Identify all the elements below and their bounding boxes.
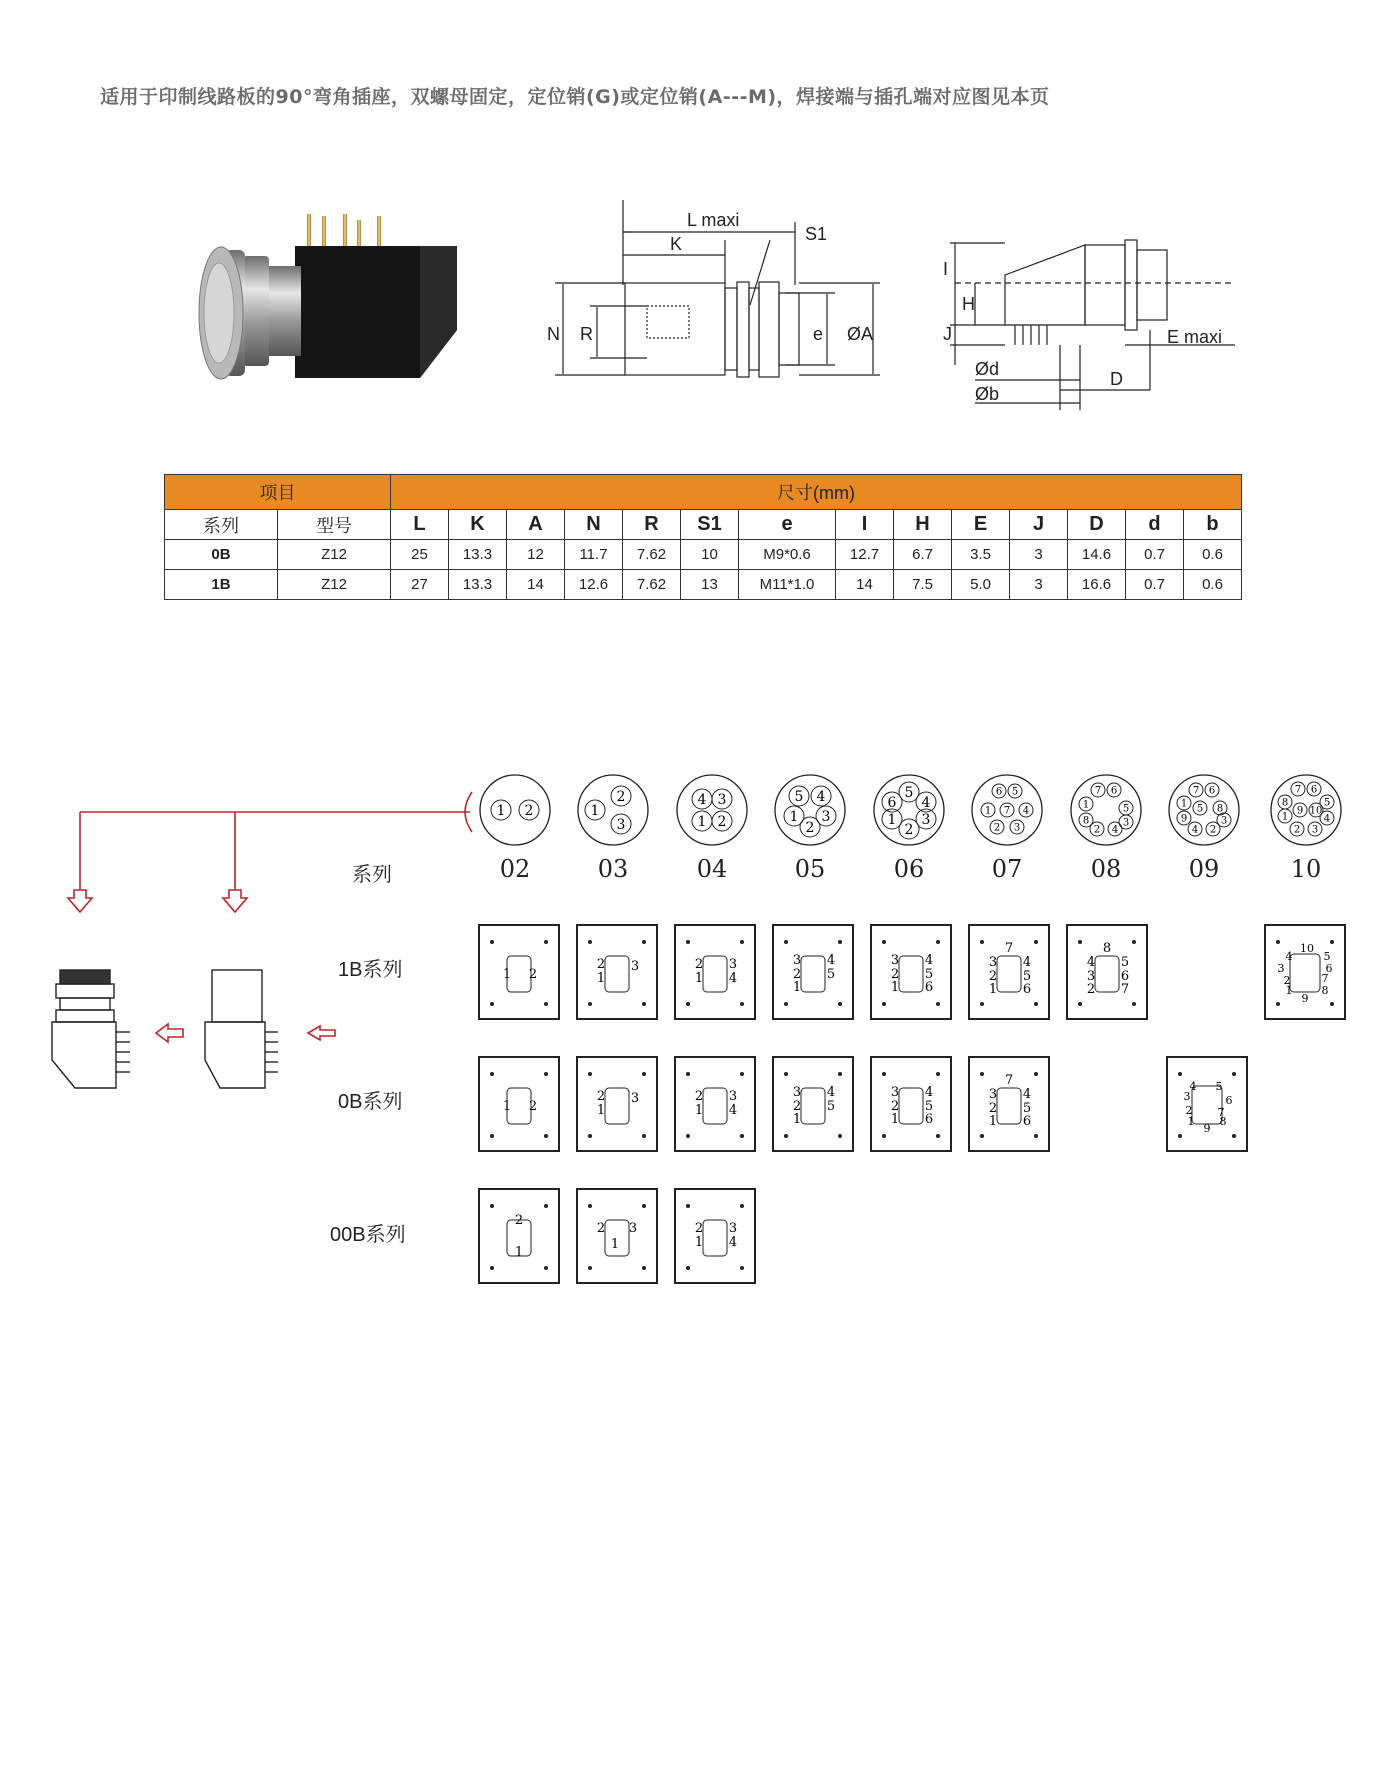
plate-pin-number: 5: [826, 967, 836, 982]
plate-pin-number: 4: [1022, 1087, 1032, 1102]
code-04: 04: [696, 855, 728, 883]
pin-number: 6: [1110, 785, 1118, 797]
cell: 14.6: [1068, 540, 1126, 570]
plate-pin-number: 8: [1219, 1115, 1227, 1128]
plate-pin-number: 2: [988, 969, 998, 984]
plate-pin-number: 6: [1022, 982, 1032, 997]
col-letter: R: [623, 510, 681, 540]
label-e: e: [813, 324, 824, 344]
pin-number: 7: [1094, 785, 1102, 797]
pin-face-07: [969, 772, 1045, 848]
code-09: 09: [1188, 855, 1220, 883]
plate-pin-number: 5: [1215, 1080, 1223, 1093]
pin-face-02: [477, 772, 553, 848]
plate-pin-number: 6: [924, 980, 934, 995]
plate-pin-number: 2: [528, 967, 538, 982]
pin-number: 5: [1196, 803, 1204, 815]
pin-number: 10: [1309, 805, 1323, 817]
plate-pin-number: 9: [1301, 992, 1309, 1005]
cell: 25: [391, 540, 449, 570]
row-label-00b: 00B系列: [330, 1224, 406, 1246]
col-letter: S1: [681, 510, 739, 540]
pin-number: 6: [1310, 784, 1318, 796]
pin-plate: [674, 1188, 756, 1284]
plate-pin-number: 2: [792, 967, 802, 982]
pin-number: 9: [1296, 805, 1304, 817]
cell: 5.0: [952, 570, 1010, 600]
cell-series: 0B: [165, 540, 278, 570]
label-r: R: [580, 324, 593, 344]
pin-number: 1: [789, 809, 799, 825]
cell-model: Z12: [278, 570, 391, 600]
plate-pin-number: 5: [1120, 955, 1130, 970]
pin-plate: [576, 1056, 658, 1152]
plate-pin-number: 2: [988, 1101, 998, 1116]
pin-number: 1: [1082, 799, 1090, 811]
pin-number: 3: [921, 812, 931, 828]
pin-plate: [870, 1056, 952, 1152]
plate-pin-number: 8: [1321, 984, 1329, 997]
plate-pin-number: 4: [924, 953, 934, 968]
pin-number: 6: [887, 795, 897, 811]
pin-plate: [478, 924, 560, 1020]
pin-face-09: [1166, 772, 1242, 848]
plate-pin-number: 4: [1086, 955, 1096, 970]
pin-number: 9: [1180, 813, 1188, 825]
plate-pin-number: 7: [1004, 941, 1014, 956]
plate-pin-number: 5: [924, 1099, 934, 1114]
plate-pin-number: 7: [1321, 972, 1329, 985]
pin-number: 2: [993, 822, 1001, 834]
pin-plate: [576, 1188, 658, 1284]
cell: 7.5: [894, 570, 952, 600]
pin-number: 7: [1003, 805, 1011, 817]
pin-number: 1: [984, 805, 992, 817]
pin-plate: [674, 924, 756, 1020]
cell: 27: [391, 570, 449, 600]
plate-pin-number: 2: [596, 1221, 606, 1236]
plate-pin-number: 3: [1183, 1090, 1191, 1103]
plate-pin-number: 9: [1203, 1122, 1211, 1135]
cell: 0.7: [1126, 570, 1184, 600]
col-letter: b: [1184, 510, 1242, 540]
pin-number: 4: [1111, 824, 1119, 836]
col-letter: K: [449, 510, 507, 540]
plate-pin-number: 1: [694, 1103, 704, 1118]
col-letter: N: [565, 510, 623, 540]
plate-pin-number: 2: [514, 1213, 524, 1228]
plate-pin-number: 1: [610, 1237, 620, 1252]
cell: M9*0.6: [739, 540, 836, 570]
code-02: 02: [499, 855, 531, 883]
pin-number: 1: [1180, 798, 1188, 810]
label-j: J: [943, 324, 952, 344]
cell: 3: [1010, 540, 1068, 570]
col-letter: D: [1068, 510, 1126, 540]
pin-number: 1: [887, 812, 897, 828]
plate-pin-number: 1: [502, 1099, 512, 1114]
pin-number: 2: [1093, 824, 1101, 836]
pin-number: 6: [1208, 785, 1216, 797]
col-letter: L: [391, 510, 449, 540]
pin-number: 4: [697, 792, 707, 808]
plate-pin-number: 2: [1283, 974, 1291, 987]
plate-pin-number: 3: [890, 1085, 900, 1100]
cell: 7.62: [623, 540, 681, 570]
plate-pin-number: 1: [694, 1235, 704, 1250]
pin-number: 1: [590, 803, 600, 819]
plate-pin-number: 4: [1285, 950, 1293, 963]
top-view-drawing: [535, 200, 895, 390]
code-05: 05: [794, 855, 826, 883]
label-k: K: [670, 234, 683, 254]
pin-number: 4: [1323, 813, 1331, 825]
plate-pin-number: 4: [728, 1235, 738, 1250]
code-10: 10: [1290, 855, 1322, 883]
plate-pin-number: 10: [1300, 942, 1314, 955]
pin-number: 3: [1122, 817, 1130, 829]
pin-number: 3: [1311, 824, 1319, 836]
pin-plate: [1066, 924, 1148, 1020]
plate-pin-number: 3: [728, 957, 738, 972]
down-arrow-icon: [223, 890, 247, 912]
series-label: 系列: [352, 864, 392, 886]
connector-photo: [195, 210, 515, 390]
plate-pin-number: 1: [596, 971, 606, 986]
pin-plate: [772, 924, 854, 1020]
cell: 14: [836, 570, 894, 600]
pin-face-08: [1068, 772, 1144, 848]
plate-pin-number: 2: [596, 1089, 606, 1104]
plate-pin-number: 7: [1120, 982, 1130, 997]
plate-pin-number: 3: [630, 959, 640, 974]
plate-pin-number: 2: [890, 967, 900, 982]
pin-plate: [674, 1056, 756, 1152]
label-d: D: [1110, 369, 1123, 389]
pin-number: 1: [496, 803, 506, 819]
plate-pin-number: 5: [1323, 950, 1331, 963]
col-letter: d: [1126, 510, 1184, 540]
table-row: [165, 570, 1242, 600]
plate-pin-number: 3: [728, 1221, 738, 1236]
plate-pin-number: 1: [890, 980, 900, 995]
pin-number: 4: [1191, 824, 1199, 836]
pin-number: 4: [816, 789, 826, 805]
code-07: 07: [991, 855, 1023, 883]
row-label-1b: 1B系列: [338, 959, 403, 981]
plate-pin-number: 3: [1086, 969, 1096, 984]
cell: 13.3: [449, 570, 507, 600]
plate-pin-number: 2: [792, 1099, 802, 1114]
cell: 14: [507, 570, 565, 600]
plate-pin-number: 4: [1189, 1080, 1197, 1093]
plate-pin-number: 1: [1187, 1115, 1195, 1128]
plate-pin-number: 1: [792, 980, 802, 995]
pin-number: 2: [805, 820, 815, 836]
pin-face-10: [1268, 772, 1344, 848]
plate-pin-number: 2: [694, 957, 704, 972]
col-letter: J: [1010, 510, 1068, 540]
page-title: 适用于印制线路板的90°弯角插座，双螺母固定，定位销(G)或定位销(A---M)，焊接端与插孔端对应图见本页: [100, 86, 1050, 108]
plate-pin-number: 2: [1086, 982, 1096, 997]
plate-pin-number: 2: [1185, 1104, 1193, 1117]
label-h: H: [962, 294, 975, 314]
pin-face-06: [871, 772, 947, 848]
pin-number: 4: [1022, 805, 1030, 817]
plate-pin-number: 4: [924, 1085, 934, 1100]
plate-pin-number: 6: [1325, 962, 1333, 975]
pin-plate: [870, 924, 952, 1020]
plate-pin-number: 1: [502, 967, 512, 982]
pin-number: 8: [1216, 803, 1224, 815]
table-row: [165, 540, 1242, 570]
plate-pin-number: 3: [792, 953, 802, 968]
label-i: I: [943, 259, 949, 279]
plate-pin-number: 3: [792, 1085, 802, 1100]
pin-number: 3: [616, 817, 626, 833]
pin-number: 2: [524, 803, 534, 819]
plate-pin-number: 4: [826, 953, 836, 968]
plate-pin-number: 5: [826, 1099, 836, 1114]
plate-pin-number: 2: [528, 1099, 538, 1114]
plate-pin-number: 3: [628, 1221, 638, 1236]
pin-number: 3: [717, 792, 727, 808]
pin-number: 4: [921, 795, 931, 811]
plate-pin-number: 7: [1217, 1106, 1225, 1119]
plate-pin-number: 1: [792, 1112, 802, 1127]
plate-pin-number: 3: [988, 955, 998, 970]
col-letter: H: [894, 510, 952, 540]
plate-pin-number: 4: [1022, 955, 1032, 970]
col-letter: I: [836, 510, 894, 540]
dimension-table: [164, 474, 1242, 600]
plate-pin-number: 8: [1102, 941, 1112, 956]
pin-face-04: [674, 772, 750, 848]
pin-face-03: [575, 772, 651, 848]
pin-number: 2: [1209, 824, 1217, 836]
letter-row: [165, 510, 1242, 540]
header-item: 项目: [165, 475, 391, 510]
cell: 3: [1010, 570, 1068, 600]
pin-number: 8: [1082, 815, 1090, 827]
plate-pin-number: 5: [1022, 969, 1032, 984]
pin-number: 3: [821, 809, 831, 825]
plate-pin-number: 4: [728, 1103, 738, 1118]
pin-number: 5: [1122, 803, 1130, 815]
plate-pin-number: 3: [890, 953, 900, 968]
cell: 10: [681, 540, 739, 570]
pin-number: 7: [1294, 784, 1302, 796]
plate-pin-number: 4: [728, 971, 738, 986]
cell: 13: [681, 570, 739, 600]
label-oa: ØA: [847, 324, 874, 344]
pin-plate: [1166, 1056, 1248, 1152]
code-06: 06: [893, 855, 925, 883]
pin-plate: [968, 1056, 1050, 1152]
plate-pin-number: 4: [826, 1085, 836, 1100]
plate-pin-number: 1: [514, 1245, 524, 1260]
plate-pin-number: 2: [596, 957, 606, 972]
plate-pin-number: 7: [1004, 1073, 1014, 1088]
code-08: 08: [1090, 855, 1122, 883]
plate-pin-number: 1: [890, 1112, 900, 1127]
cell: 3.5: [952, 540, 1010, 570]
plate-pin-number: 6: [1120, 969, 1130, 984]
plate-pin-number: 2: [890, 1099, 900, 1114]
plate-pin-number: 3: [728, 1089, 738, 1104]
pin-number: 1: [697, 814, 707, 830]
pin-number: 2: [904, 822, 914, 838]
pin-plate: [478, 1188, 560, 1284]
label-ob: Øb: [975, 384, 1000, 404]
plate-pin-number: 3: [1277, 962, 1285, 975]
pin-number: 2: [616, 789, 626, 805]
cell-series: 1B: [165, 570, 278, 600]
plate-pin-number: 6: [1225, 1094, 1233, 1107]
cell-model: Z12: [278, 540, 391, 570]
plate-pin-number: 2: [694, 1221, 704, 1236]
pin-number: 5: [794, 789, 804, 805]
plate-pin-number: 1: [1285, 984, 1293, 997]
pin-plate: [478, 1056, 560, 1152]
cell: 0.7: [1126, 540, 1184, 570]
plate-pin-number: 5: [924, 967, 934, 982]
cell: 12.7: [836, 540, 894, 570]
pin-plate: [968, 924, 1050, 1020]
cell: 7.62: [623, 570, 681, 600]
plate-pin-number: 1: [988, 1114, 998, 1129]
plate-pin-number: 1: [988, 982, 998, 997]
col-letter: A: [507, 510, 565, 540]
label-s1: S1: [805, 224, 828, 244]
pin-number: 5: [1011, 786, 1019, 798]
label-l-maxi: L maxi: [687, 210, 740, 230]
col-letter: e: [739, 510, 836, 540]
cell: 6.7: [894, 540, 952, 570]
plate-pin-number: 3: [630, 1091, 640, 1106]
cell: 11.7: [565, 540, 623, 570]
code-03: 03: [597, 855, 629, 883]
cell: 12: [507, 540, 565, 570]
pin-number: 7: [1192, 785, 1200, 797]
plate-pin-number: 1: [694, 971, 704, 986]
pin-number: 3: [1013, 822, 1021, 834]
col-letter: E: [952, 510, 1010, 540]
pin-number: 6: [995, 786, 1003, 798]
plate-pin-number: 2: [694, 1089, 704, 1104]
pin-plate: [576, 924, 658, 1020]
row-label-0b: 0B系列: [338, 1091, 403, 1113]
pin-number: 5: [1323, 797, 1331, 809]
orientation-diagram: [40, 770, 480, 1100]
col-series: 系列: [165, 510, 278, 540]
side-view-drawing: [935, 235, 1255, 415]
plate-pin-number: 6: [1022, 1114, 1032, 1129]
pin-number: 3: [1220, 815, 1228, 827]
pin-number: 2: [717, 814, 727, 830]
down-arrow-icon: [68, 890, 92, 912]
pin-face-05: [772, 772, 848, 848]
col-model: 型号: [278, 510, 391, 540]
pin-number: 8: [1281, 797, 1289, 809]
plate-pin-number: 1: [596, 1103, 606, 1118]
cell: 0.6: [1184, 540, 1242, 570]
pin-plate: [772, 1056, 854, 1152]
pin-plate: [1264, 924, 1346, 1020]
pin-number: 5: [904, 785, 914, 801]
plate-pin-number: 6: [924, 1112, 934, 1127]
cell: 12.6: [565, 570, 623, 600]
pin-number: 2: [1293, 824, 1301, 836]
label-od: Ød: [975, 359, 1000, 379]
plate-pin-number: 5: [1022, 1101, 1032, 1116]
cell: 0.6: [1184, 570, 1242, 600]
cell: 13.3: [449, 540, 507, 570]
cell: 16.6: [1068, 570, 1126, 600]
label-e-maxi: E maxi: [1167, 327, 1223, 347]
label-n: N: [547, 324, 560, 344]
header-dimensions: 尺寸(mm): [391, 475, 1242, 510]
cell: M11*1.0: [739, 570, 836, 600]
pin-number: 1: [1281, 811, 1289, 823]
plate-pin-number: 3: [988, 1087, 998, 1102]
